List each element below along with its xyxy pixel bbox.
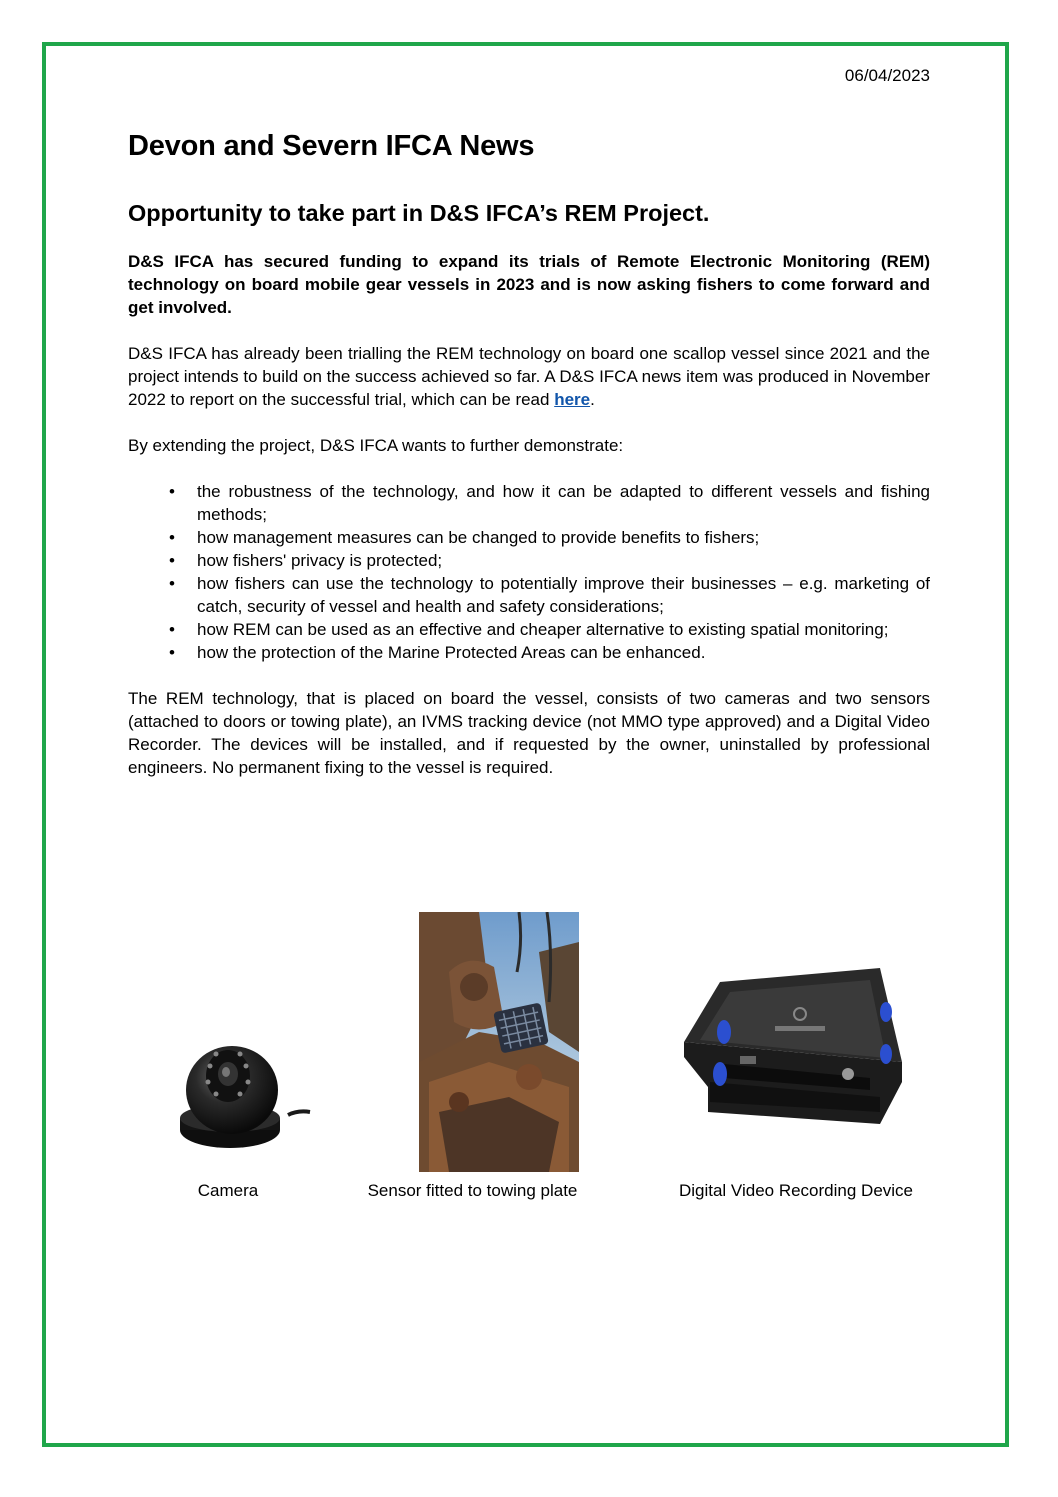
benefits-list [128,480,930,664]
bullet: • [169,574,175,593]
list-item [169,618,930,641]
list-item [169,572,930,618]
here-link[interactable]: here [554,390,591,409]
dvr-caption: Digital Video Recording Device [678,1181,914,1200]
document-date: 06/04/2023 [844,66,930,85]
paragraph-demonstrate: By extending the project, D&S IFCA wants to further demonstrate: [128,436,624,455]
list-item [169,549,930,572]
bullet: • [169,482,175,501]
sensor-caption: Sensor fitted to towing plate [367,1181,578,1200]
sensor-towing-plate-photo [419,912,579,1172]
list-item-text: how management measures can be changed to provide benefits to fishers; [197,528,760,547]
paragraph-trial-text: D&S IFCA has already been trialling the REM technology on board one scallop vessel since 2021 and the project intends to build on the success achieved so far. A D&S IFCA news item was produced in November 2022 to report on the successful trial, which can be read [128,344,930,409]
lead-paragraph: D&S IFCA has secured funding to expand its trials of Remote Electronic Monitoring (REM) technology on board mobile gear vessels in 2023 and is now asking fishers to come forward and get involved. [128,252,930,317]
article-subtitle: Opportunity to take part in D&S IFCA’s REM Project. [128,200,710,226]
bullet: • [169,528,175,547]
camera-caption: Camera [197,1181,259,1200]
paragraph-trial [128,342,930,411]
paragraph-technology: The REM technology, that is placed on board the vessel, consists of two cameras and two sensors (attached to doors or towing plate), an IVMS tracking device (not MMO type approved) and a Digital Video Recorder. The devices will be installed, and if requested by the owner, uninstalled by professional engineers. No permanent fixing to the vessel is required. [128,689,930,777]
list-item [169,641,930,664]
camera-image [148,1030,313,1160]
page-title: Devon and Severn IFCA News [128,130,535,162]
list-item-text: how REM can be used as an effective and cheaper alternative to existing spatial monitoring; [197,620,889,639]
bullet: • [169,551,175,570]
bullet: • [169,643,175,662]
list-item-text: how fishers can use the technology to potentially improve their businesses – e.g. marketing of catch, security of vessel and health and safety considerations; [197,574,930,616]
bullet: • [169,620,175,639]
list-item [169,526,930,549]
list-item-text: how the protection of the Marine Protected Areas can be enhanced. [197,643,706,662]
list-item [169,480,930,526]
article-body [128,128,930,779]
list-item-text: the robustness of the technology, and how it can be adapted to different vessels and fishing methods; [197,482,930,524]
list-item-text: how fishers' privacy is protected; [197,551,443,570]
paragraph-trial-end: . [590,390,595,409]
digital-video-recorder-image [680,962,908,1130]
